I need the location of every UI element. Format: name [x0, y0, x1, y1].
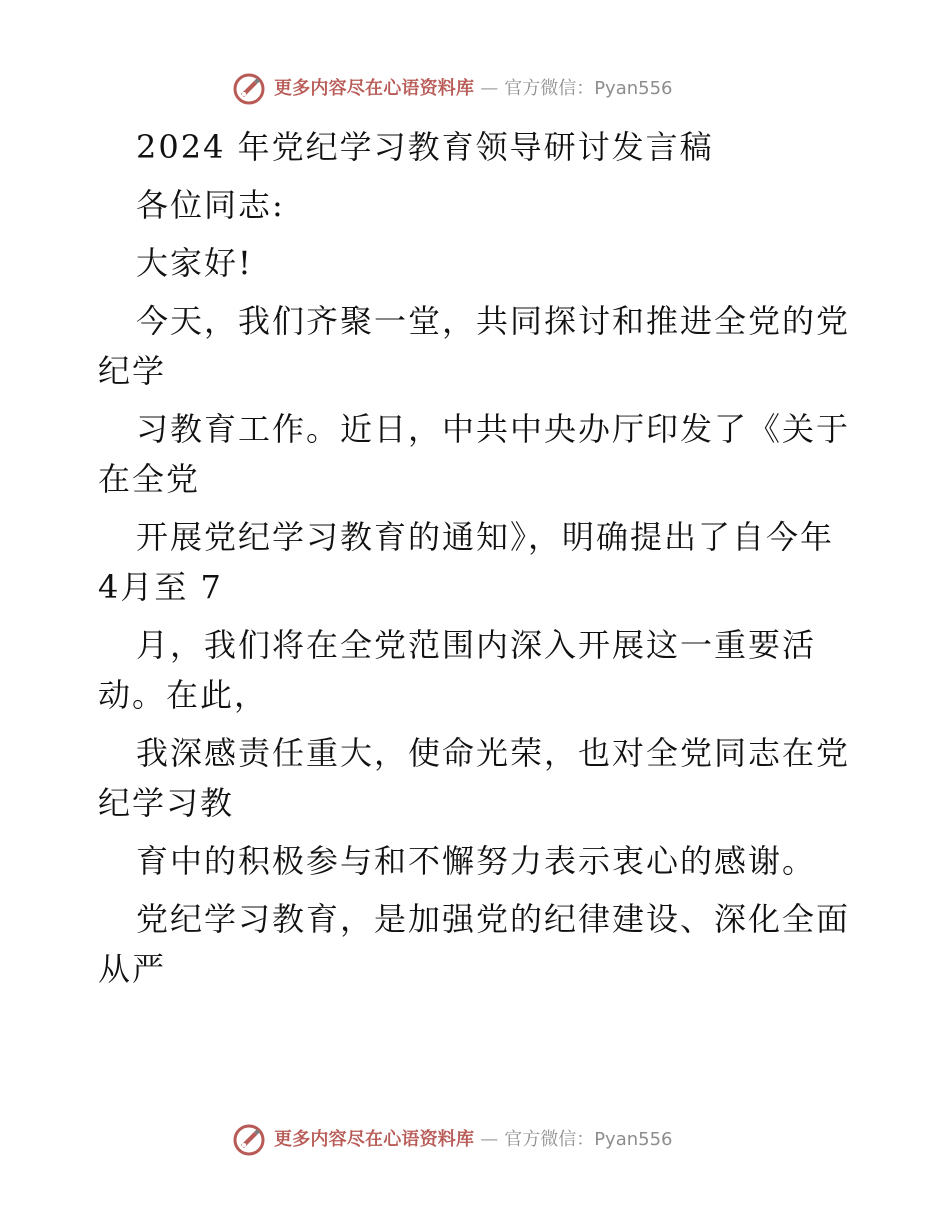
header-watermark — [232, 71, 752, 107]
footer-watermark — [232, 1122, 752, 1158]
document-line: 在全党 — [98, 460, 201, 498]
document-line: 纪学习教 — [98, 784, 235, 822]
document-line: 大家好! — [136, 244, 253, 282]
document-line: 今天，我们齐聚一堂，共同探讨和推进全党的党 — [136, 302, 851, 340]
document-line: 党纪学习教育，是加强党的纪律建设、深化全面 — [136, 900, 851, 938]
document-body — [98, 122, 858, 994]
document-title: 2024 年党纪学习教育领导研讨发言稿 — [136, 128, 714, 166]
document-line: 开展党纪学习教育的通知》，明确提出了自今年 — [136, 518, 835, 556]
document-line: 4月至 7 — [98, 568, 223, 606]
document-line: 从严 — [98, 950, 167, 988]
watermark-text: 更多内容尽在心语资料库 — [274, 78, 475, 99]
document-line: 各位同志: — [136, 186, 285, 224]
watermark-separator: — — [480, 1129, 499, 1150]
document-line: 纪学 — [98, 352, 167, 390]
watermark-subtext: 官方微信：Pyan556 — [504, 1129, 673, 1150]
pen-logo-icon — [232, 1123, 266, 1157]
watermark-subtext: 官方微信：Pyan556 — [504, 78, 673, 99]
watermark-text: 更多内容尽在心语资料库 — [274, 1129, 475, 1150]
pen-logo-icon — [232, 72, 266, 106]
document-line: 月，我们将在全党范围内深入开展这一重要活 — [136, 626, 817, 664]
document-line: 习教育工作。近日，中共中央办厅印发了《关于 — [136, 410, 851, 448]
watermark-separator: — — [480, 78, 499, 99]
document-line: 我深感责任重大，使命光荣，也对全党同志在党 — [136, 734, 851, 772]
document-line: 育中的积极参与和不懈努力表示衷心的感谢。 — [136, 842, 817, 880]
document-line: 动。在此， — [98, 676, 269, 714]
